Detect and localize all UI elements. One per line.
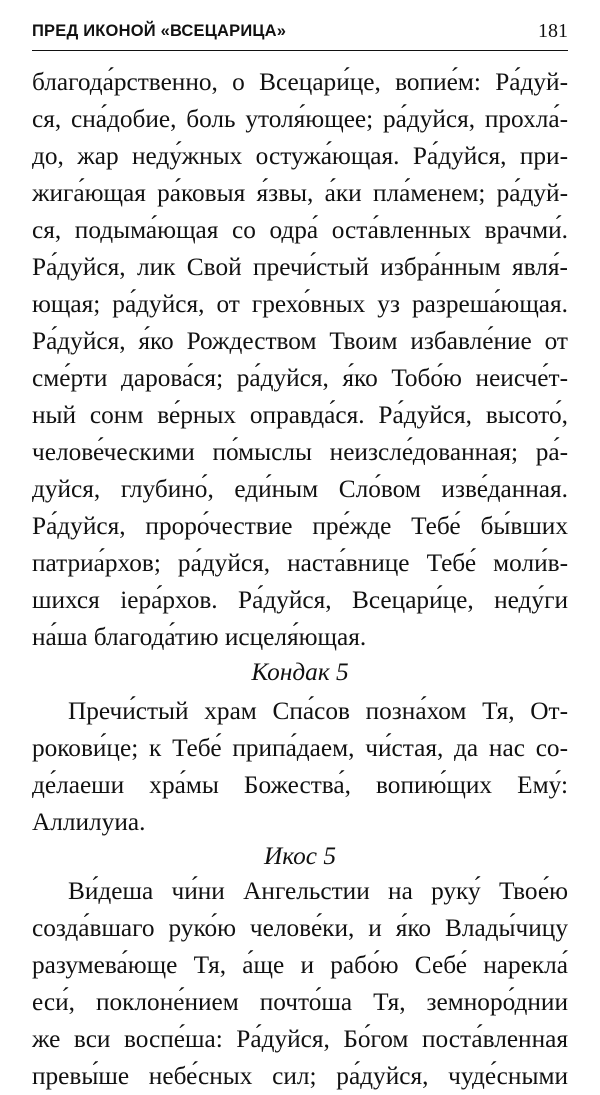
text-line: жига́ющая ра́ковыя я́звы, а́ки пла́менем; ра́дуй- [32,179,568,207]
text-line: сме́рти дарова́ся; ра́дуйся, я́ко Тобо́ю неисче́т- [32,364,568,392]
text-line: рокови́це; к Тебе́ припа́даем, чи́стая, да нас со- [32,734,568,762]
text-line: Ра́дуйся, лик Свой пречи́стый избра́нным явля́- [32,253,568,281]
ikos5-heading: Икос 5 [264,842,336,870]
ikos4-continuation-paragraph [32,64,568,656]
text-line: созда́вшаго руко́ю челове́ки, и я́ко Влады́чицу [32,914,568,942]
text-line: челове́ческими по́мыслы неизсле́дованная; ра́- [32,438,568,466]
text-line: превы́ше небе́сных сил; ра́дуйся, чуде́сными [32,1062,568,1090]
text-line: де́лаеши хра́мы Божества́, вопию́щих Ему́: [32,771,568,799]
text-line: благода́рственно, о Всецари́це, вопие́м: Ра́дуй- [32,68,568,96]
running-title: ПРЕД ИКОНОЙ «ВСЕЦАРИЦА» [32,22,287,40]
text-line: Ви́деша чи́ни Ангельстии на руку́ Твое́ю [68,877,568,905]
text-line: шихся iера́рхов. Ра́дуйся, Всецари́це, неду́ги [32,586,568,614]
text-line: ся, подыма́ющая со одра́ оста́вленных врачми́. [32,216,568,244]
text-line: еси́, поклоне́нием почто́ша Тя, земноро́днии [32,988,568,1016]
text-line: Ра́дуйся, проро́чествие пре́жде Тебе́ бы́вших [32,512,568,540]
kondak5-paragraph [32,693,568,841]
text-line: дуйся, глубино́, еди́ным Сло́вом изве́данная. [32,475,568,503]
page-number: 181 [538,20,568,42]
text-line: ся, сна́добие, боль утоля́ющее; ра́дуйся, прохла́- [32,105,568,133]
text-line: Аллилуиа. [32,808,146,836]
text-line: патриа́рхов; ра́дуйся, наста́внице Тебе́ моли́в- [32,549,568,577]
text-line: до, жар неду́жных остужа́ющая. Ра́дуйся, при- [32,142,568,170]
text-line: Ра́дуйся, я́ко Рождеством Твоим избавле́ние от [32,327,568,355]
ikos5-paragraph [32,873,568,1095]
text-line: же вси воспе́ша: Ра́дуйся, Бо́гом поста́вленная [32,1025,568,1053]
text-line: на́ша благода́тию исцеля́ющая. [32,623,367,651]
text-line: Пречи́стый храм Спа́сов позна́хом Тя, От- [68,697,568,725]
running-head [32,14,568,51]
text-line: ный сонм ве́рных оправда́ся. Ра́дуйся, высото́, [32,401,568,429]
text-line: ющая; ра́дуйся, от грехо́вных уз разреша́ющая. [32,290,568,318]
kondak5-heading: Кондак 5 [251,658,349,686]
text-line: разумева́юще Тя, а́ще и рабо́ю Себе́ нарекла́ [32,951,568,979]
